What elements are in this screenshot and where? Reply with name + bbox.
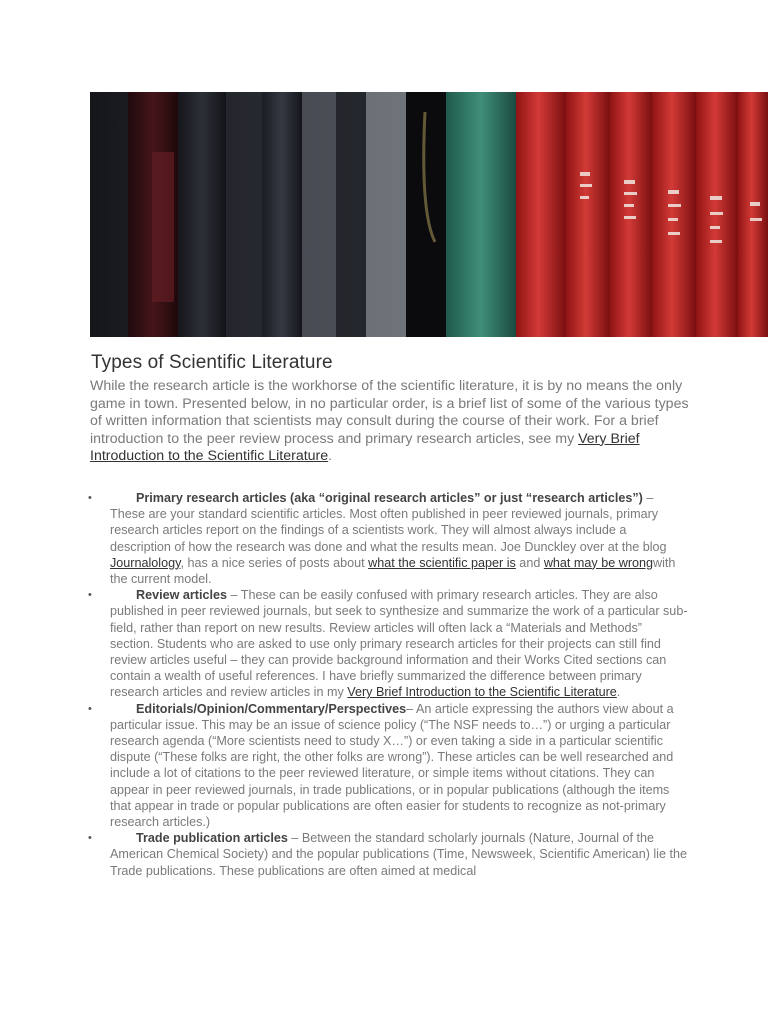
item-text: , has a nice series of posts about bbox=[180, 555, 369, 570]
item-heading: Editorials/Opinion/Commentary/Perspectives bbox=[136, 701, 407, 716]
item-heading: Review articles bbox=[136, 588, 228, 603]
item-text: – These are your standard scientific articles. Most often published in peer reviewed journals, primary research articles report on the findings of a scientists work. They will almost always include a description of how the research was done and what the results mean. Joe Dunckley over at the blog bbox=[110, 491, 667, 554]
item-text: . bbox=[616, 685, 621, 700]
item-text: – Between the standard scholarly journals (Nature, Journal of the American Chemical Society) and the popular publications (Time, Newsweek, Scientific American) lie the Trade publications. These publications are often aimed at medical bbox=[110, 831, 687, 878]
item-text: – An article expressing the authors view about a particular issue. This may be an issue of science policy (“The NSF needs to…”) or urging a particular research agenda (“More scientists need to study X…”) or even taking a side in a particular scientific dispute (“These folks are right, the other folks are wrong”). These articles can be well researched and include a lot of citations to the peer reviewed literature, or simple items without citations. They can appear in peer reviewed journals, in trade publications, or in popular publications (although the items that appear in trade or popular publications are often easier for students to recognize as not-primary research articles.) bbox=[110, 701, 674, 830]
list-item-editorials bbox=[88, 701, 688, 831]
link-brief-introduction[interactable]: Very Brief Introduction to the Scientific Literature bbox=[347, 685, 617, 700]
list-item-review-articles bbox=[88, 587, 688, 700]
bullet-icon: • bbox=[88, 832, 92, 845]
link-journalology[interactable]: Journalology bbox=[110, 555, 181, 570]
item-text: – These can be easily confused with primary research articles. They are also published in peer reviewed journals, but seek to synthesize and summarize the work of a particular sub-field, rather than report on new results. Review articles will often lack a “Materials and Methods” section. Students who are asked to use only primary research articles for their projects can still find review articles useful – they can provide background information and their Works Cited sections can contain a wealth of useful references. I have briefly summarized the difference between primary research articles and review articles in my bbox=[110, 588, 688, 700]
article-title: Types of Scientific Literature bbox=[91, 352, 333, 373]
item-text: with the current model. bbox=[110, 555, 676, 587]
bullet-icon: • bbox=[88, 589, 92, 602]
item-heading: Trade publication articles bbox=[136, 831, 288, 846]
item-heading: Primary research articles (aka “original research articles” or just “research articles”) bbox=[136, 491, 643, 505]
bullet-icon: • bbox=[88, 702, 92, 715]
bookshelf-header-image bbox=[90, 92, 768, 337]
link-what-the-scientific-paper-is[interactable]: what the scientific paper is bbox=[368, 555, 516, 570]
intro-text: While the research article is the workhorse of the scientific literature, it is by no means the only game in town. Presented below, in no particular order, is a brief list of some of the various types of written information that scientists may consult during the course of their work. For a brief introduction to the peer review process and primary research articles, see my bbox=[90, 378, 689, 447]
link-what-may-be-wrong[interactable]: what may be wrong bbox=[543, 555, 654, 570]
bookshelf-illustration bbox=[90, 92, 768, 337]
intro-link-brief-introduction[interactable]: Very Brief Introduction to the Scientific Literature bbox=[90, 430, 640, 464]
intro-end: . bbox=[328, 448, 333, 464]
bullet-icon: • bbox=[88, 492, 92, 504]
list-item-trade-publications bbox=[88, 830, 688, 879]
intro-paragraph bbox=[90, 378, 690, 466]
literature-type-list bbox=[88, 490, 688, 879]
item-text: and bbox=[515, 555, 544, 570]
list-item-primary-research bbox=[88, 490, 688, 587]
